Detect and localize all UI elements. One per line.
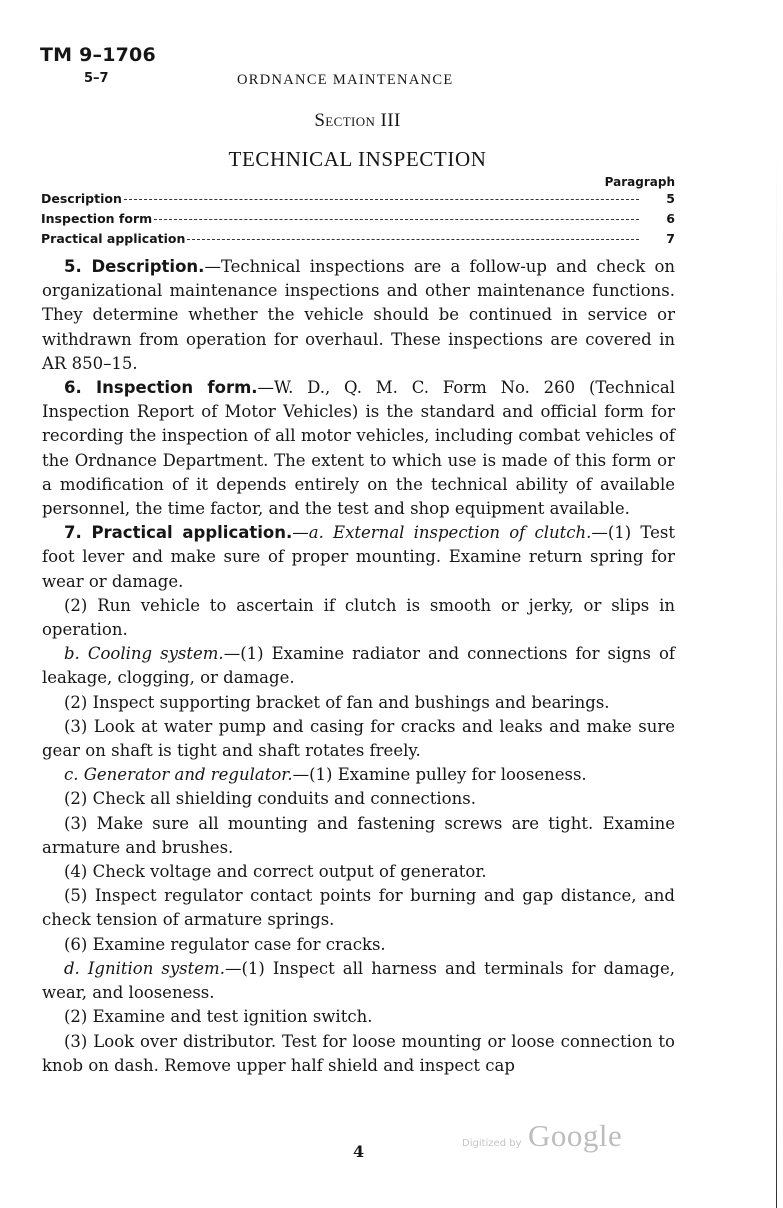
toc-paragraph-number: 7 <box>666 231 675 246</box>
paragraph-heading: 6. Inspection form. <box>64 378 258 398</box>
list-item: (2) Run vehicle to ascertain if clutch is smooth or jerky, or slips in operation. <box>42 595 675 640</box>
page-number: 4 <box>353 1142 365 1161</box>
list-item: (2) Examine and test ignition switch. <box>64 1007 373 1027</box>
toc-paragraph-number: 5 <box>666 191 675 206</box>
running-title: ORDNANCE MAINTENANCE <box>237 72 454 88</box>
toc-row <box>41 211 675 231</box>
item-text: —(1) Inspect all harness and terminals for damage, wear, and looseness. <box>42 958 676 1003</box>
paragraph-range: 5–7 <box>84 71 109 86</box>
item-text: —(1) Test foot lever and make sure of proper mounting. Examine return spring for wear or damage. <box>42 523 675 591</box>
toc-leader <box>124 199 639 200</box>
list-item: (6) Examine regulator case for cracks. <box>64 934 386 954</box>
paragraph-6 <box>42 376 675 521</box>
subparagraph-title: d. Ignition system. <box>64 958 225 978</box>
paragraph-7c <box>42 763 675 787</box>
toc-label: Description <box>41 191 122 206</box>
paragraph-7d <box>42 957 675 1005</box>
dash: — <box>292 523 309 543</box>
toc-row <box>41 231 675 251</box>
table-of-contents <box>41 191 675 251</box>
section-title: TECHNICAL INSPECTION <box>228 147 487 171</box>
list-item: (5) Inspect regulator contact points for burning and gap distance, and check tension of armature springs. <box>42 886 675 930</box>
toc-column-header: Paragraph <box>604 175 675 189</box>
paragraph-text: —Technical inspections are a follow-up and check on organizational maintenance inspections and other maintenance functions. They determine whether the vehicle should be continued in service or withdrawn from operation for overhaul. These inspections are covered in AR 850–15. <box>42 257 676 373</box>
subparagraph-title: a. External inspection of clutch. <box>308 523 592 543</box>
body-text <box>42 255 675 1078</box>
section-label: Section III <box>314 110 401 131</box>
tm-number: TM 9–1706 <box>40 44 156 66</box>
list-item: (2) Inspect supporting bracket of fan and bushings and bearings. <box>64 692 610 712</box>
google-watermark-logo: Google <box>528 1118 623 1153</box>
paragraph-5 <box>42 255 675 376</box>
watermark-prefix: Digitized by <box>462 1138 522 1149</box>
toc-row <box>41 191 675 211</box>
paragraph-text: —W. D., Q. M. C. Form No. 260 (Technical Inspection Report of Motor Vehicles) is the standard and official form for recording the inspection of all motor vehicles, including combat vehicles of the Ordnance Department. The extent to which use is made of this form or a modification of it depends entirely on the technical ability of available personnel, the time factor, and the test and shop equipment available. <box>42 378 676 519</box>
item-text: —(1) Examine radiator and connections for signs of leakage, clogging, or damage. <box>42 644 675 688</box>
toc-leader <box>154 219 639 220</box>
list-item: (3) Make sure all mounting and fastening screws are tight. Examine armature and brushes. <box>42 813 675 857</box>
subparagraph-title: c. Generator and regulator. <box>64 765 293 785</box>
page-edge-line <box>776 150 777 1208</box>
list-item: (3) Look over distributor. Test for loose mounting or loose connection to knob on dash. Remove upper half shield and inspect cap <box>42 1031 675 1075</box>
list-item: (2) Check all shielding conduits and connections. <box>64 789 476 809</box>
list-item: (3) Look at water pump and casing for cracks and leaks and make sure gear on shaft is tight and shaft rotates freely. <box>42 716 675 761</box>
paragraph-7a <box>42 521 675 594</box>
toc-label: Inspection form <box>41 211 153 226</box>
toc-paragraph-number: 6 <box>666 211 675 226</box>
item-text: —(1) Examine pulley for looseness. <box>292 765 587 785</box>
paragraph-7b <box>42 642 675 690</box>
subparagraph-title: b. Cooling system. <box>64 644 224 664</box>
list-item: (4) Check voltage and correct output of generator. <box>64 862 487 882</box>
paragraph-heading: 5. Description. <box>64 257 205 276</box>
toc-leader <box>187 239 639 240</box>
paragraph-heading: 7. Practical application. <box>64 523 293 543</box>
toc-label: Practical application <box>41 231 186 246</box>
